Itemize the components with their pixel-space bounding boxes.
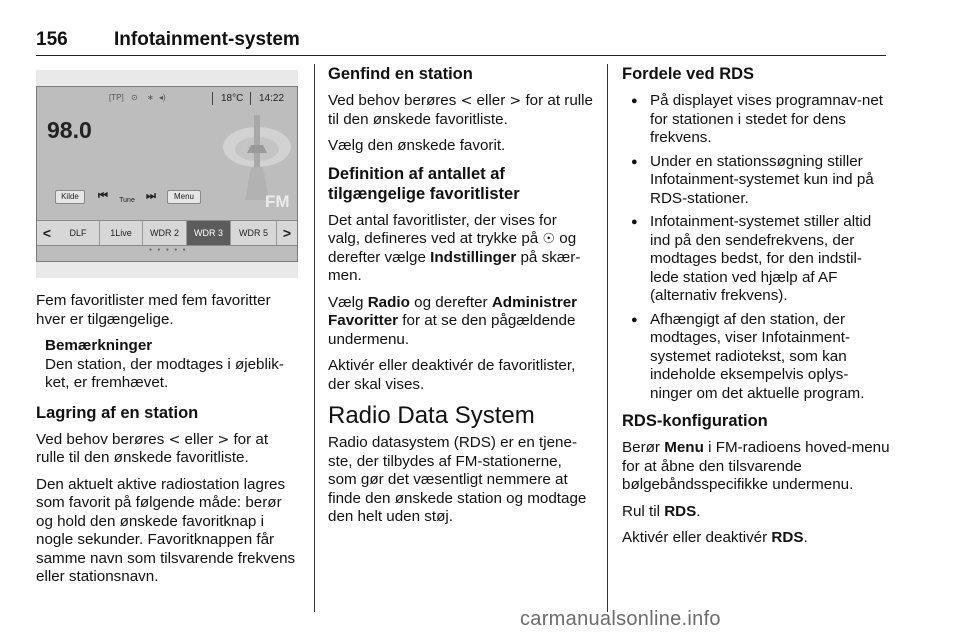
status-icon-circle: ⊙ <box>131 93 138 102</box>
radio-display <box>36 86 298 262</box>
favourite-button[interactable]: 1Live <box>100 221 143 245</box>
bluetooth-icon: ∗ <box>147 93 154 102</box>
heading-rds-advantages: Fordele ved RDS <box>622 65 755 83</box>
watermark: carmanualsonline.info <box>520 608 721 630</box>
radio-tower-icon <box>217 107 297 217</box>
frequency-display: 98.0 <box>47 117 92 143</box>
favourites-right-arrow[interactable]: > <box>282 225 292 241</box>
paragraph: Ved behov berøres < eller > for at rulle til den ønskede favoritliste. <box>36 430 269 466</box>
favourites-bar <box>37 220 298 246</box>
note-box <box>36 337 298 393</box>
tune-button[interactable]: Tune <box>119 197 135 204</box>
column-divider <box>314 64 315 612</box>
favourites-left-arrow[interactable]: < <box>42 225 52 241</box>
menu-button[interactable]: Menu <box>167 190 201 204</box>
volume-icon: ◂) <box>159 93 166 102</box>
heading-rds-config: RDS-konfiguration <box>622 412 768 430</box>
clock-readout: 14:22 <box>259 93 285 104</box>
paragraph: Det antal favoritlister, der vises for valg, defineres ved at trykke på ☉ og derefter vælge Indstillinger på skær-men. <box>328 211 581 284</box>
paragraph: Aktivér eller deaktivér RDS. <box>622 529 808 546</box>
status-separator <box>212 92 213 105</box>
column-right <box>622 64 890 556</box>
list-item: ● Under en stationssøgning stiller Infotainment-systemet kun ind på RDS-stationer. <box>622 153 890 209</box>
favourite-button[interactable]: WDR 2 <box>143 221 187 245</box>
paragraph: Radio datasystem (RDS) er en tjene-ste, der tilbydes af FM-stationerne, som gør det væsentligt nemmere at finde den ønskede station og modtage den helt uden støj. <box>328 434 587 525</box>
paragraph: Vælg den ønskede favorit. <box>328 137 506 154</box>
page-header <box>36 26 886 56</box>
status-separator <box>250 92 251 105</box>
heading-find-station: Genfind en station <box>328 65 473 83</box>
list-item: ● Afhængigt af den station, der modtages, viser Infotainment-systemet radiotekst, som kan indeholde eksempelvis oplys-ninger om det aktuelle program. <box>622 311 890 404</box>
paragraph: Ved behov berøres < eller > for at rulle til den ønskede favoritliste. <box>328 92 593 128</box>
seek-back-icon[interactable]: ⏮ <box>98 190 108 202</box>
list-item: ● På displayet vises programnav-net for stationen i stedet for dens frekvens. <box>622 92 890 148</box>
tp-indicator: [TP] <box>109 93 124 102</box>
paragraph: Aktivér eller deaktivér de favoritlister, der skal vises. <box>328 357 576 393</box>
greater-than-icon: > <box>509 93 522 109</box>
less-than-icon: < <box>168 431 181 448</box>
favourite-button[interactable]: DLF <box>57 221 100 245</box>
column-left <box>36 292 298 595</box>
page-number: 156 <box>36 29 68 50</box>
paragraph: Rul til RDS. <box>622 502 701 520</box>
seek-forward-icon[interactable]: ⏭ <box>146 190 156 202</box>
less-than-icon: < <box>460 93 473 109</box>
heading-radio-data-system: Radio Data System <box>328 402 535 429</box>
rds-advantages-list <box>622 92 890 403</box>
intro-text: Fem favoritlister med fem favoritter hver er tilgængelige. <box>36 292 271 328</box>
column-middle <box>328 64 593 535</box>
heading-save-station: Lagring af en station <box>36 403 199 422</box>
note-title: Bemærkninger <box>45 337 153 354</box>
note-text: Den station, der modtages i øjeblik-ket, er fremhævet. <box>45 355 284 391</box>
paragraph: Vælg Radio og derefter Administrer Favoritter for at se den pågældende undermenu. <box>328 293 578 348</box>
heading-define-lists: Definition af antallet af tilgængelige favoritlister <box>328 164 520 203</box>
page-title: Infotainment-system <box>114 29 300 50</box>
temperature-readout: 18°C <box>221 93 244 104</box>
favourite-button-active[interactable]: WDR 3 <box>187 221 231 245</box>
fm-label: FM <box>265 192 290 211</box>
greater-than-icon: > <box>217 431 230 448</box>
infotainment-screen-figure <box>36 70 298 278</box>
page-indicator-dots: ● ● ● ● ● <box>149 247 188 253</box>
source-button[interactable]: Kilde <box>55 190 85 204</box>
paragraph: Den aktuelt aktive radiostation lagres som favorit på følgende måde: berør og hold den ønskede favoritknap i nogle sekunder. Favoritknappen får samme navn som tilsvarende frekvens eller stationsnavn. <box>36 475 296 585</box>
favourite-button[interactable]: WDR 5 <box>231 221 277 245</box>
column-divider <box>607 64 608 612</box>
settings-icon: ☉ <box>542 231 556 247</box>
paragraph: Berør Menu i FM-radioens hoved-menu for at åbne den tilsvarende bølgebåndsspecifikke undermenu. <box>622 439 890 493</box>
list-item: ● Infotainment-systemet stiller altid ind på den sendefrekvens, der modtages bedst, for den indstil-lede station ved hjælp af AF (alternativ frekvens). <box>622 213 890 306</box>
